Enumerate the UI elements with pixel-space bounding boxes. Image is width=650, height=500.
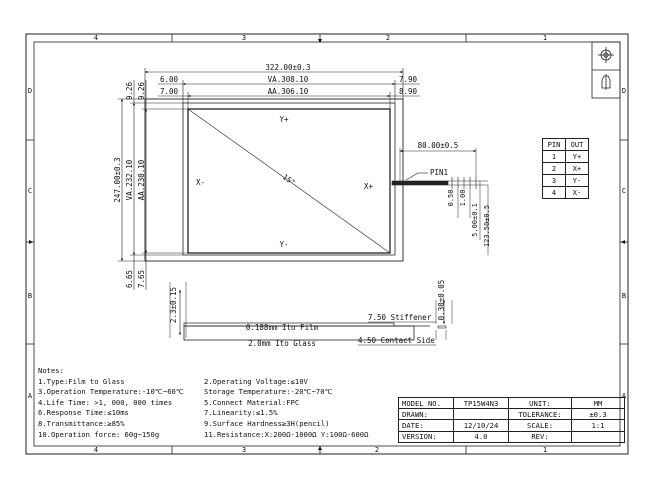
zone-top-2: 2	[385, 34, 391, 42]
label-ito-glass: 2.0mm Ito Glass	[248, 339, 316, 348]
notes-row	[38, 377, 398, 388]
zone-top-1: 1	[542, 34, 548, 42]
tolerance-value: ±0.3	[572, 409, 625, 420]
zone-left-a: A	[27, 392, 33, 400]
dim-tail-100: 1.00	[459, 189, 467, 207]
drawn-label: DRAWN:	[399, 409, 454, 420]
table-row	[543, 187, 589, 199]
zone-left-d: D	[27, 87, 33, 95]
dim-thickness-030: 0.30±0.05	[437, 279, 446, 321]
date-value: 12/10/24	[454, 420, 509, 431]
dim-top-926-a: 9.26	[125, 81, 134, 101]
zone-top-4: 4	[93, 34, 99, 42]
pin-table	[542, 138, 589, 199]
dim-left-700: 7.00	[160, 87, 179, 96]
label-ito-film: 0.188mm Ito Film	[245, 323, 319, 332]
dim-bottom-665: 6.65	[125, 269, 134, 289]
label-x-minus: X-	[196, 178, 206, 187]
dim-tail-500: 5.00±0.1	[471, 203, 479, 237]
center-mark-right	[621, 240, 625, 244]
label-y-minus: Y-	[279, 240, 289, 249]
zone-left-b: B	[27, 292, 33, 300]
out-header: OUT	[566, 139, 589, 151]
version-label: VERSION:	[399, 431, 454, 442]
note-item: 10.Operation force: 60g~150g	[38, 429, 160, 439]
dim-top-926-b: 9.26	[137, 81, 146, 101]
dim-right-890: 8.90	[399, 87, 418, 96]
zone-right-c: C	[621, 187, 627, 195]
dim-va-height: VA.232.10	[125, 159, 134, 201]
zone-right-a: A	[621, 392, 627, 400]
version-value: 4.0	[454, 431, 509, 442]
table-row	[543, 151, 589, 163]
note-item: 5.Connect Material:FPC	[204, 397, 300, 407]
table-row	[399, 420, 625, 431]
touch-panel-outline	[145, 99, 403, 261]
notes-section	[38, 366, 398, 440]
model-value: TP15W4N3	[454, 398, 509, 409]
zone-right-d: D	[621, 87, 627, 95]
dim-tail-050: 0.50	[447, 189, 455, 207]
zone-bottom-1: 1	[542, 446, 548, 454]
dim-thickness-total: 2.3±0.15	[169, 286, 178, 324]
label-stiffener: 7.50 Stiffener	[368, 313, 432, 322]
scale-value: 1:1	[572, 420, 625, 431]
pin-number: 3	[543, 175, 566, 187]
note-item: 2.Operating Voltage:≤10V	[204, 376, 308, 386]
tolerance-label: TOLERANCE:	[509, 409, 572, 420]
zone-top-3: 3	[241, 34, 247, 42]
dim-va-width: VA.308.10	[267, 75, 309, 84]
zone-left-c: C	[27, 187, 33, 195]
table-row	[543, 175, 589, 187]
table-row	[399, 398, 625, 409]
dim-aa-height: AA.230.10	[137, 159, 146, 201]
dim-bottom-765: 7.65	[137, 269, 146, 289]
note-item: 1.Type:Film to Glass	[38, 376, 125, 386]
note-item: 4.Life Time: >1, 000, 000 times	[38, 397, 173, 407]
dim-overall-height: 247.00±0.3	[113, 157, 122, 203]
fpc-tail	[392, 148, 488, 255]
pin-header: PIN	[543, 139, 566, 151]
zone-bottom-4: 4	[93, 446, 99, 454]
unit-value: MM	[572, 398, 625, 409]
dim-aa-width: AA.306.10	[267, 87, 309, 96]
pin-number: 1	[543, 151, 566, 163]
zone-right-b: B	[621, 292, 627, 300]
label-pin1: PIN1	[430, 168, 449, 177]
dim-tail-12350: 123.50±0.5	[483, 204, 491, 248]
note-item: 7.Linearity:≤1.5%	[204, 408, 278, 418]
pin-table-header	[543, 139, 589, 151]
note-item: 8.Transmittance:≥85%	[38, 418, 125, 428]
note-item: 3.Operation Temperature:-10℃~60℃	[38, 387, 184, 397]
table-row	[399, 409, 625, 420]
dim-tail-length: 80.00±0.5	[417, 141, 459, 150]
pin-output: Y+	[566, 151, 589, 163]
notes-row	[38, 398, 398, 409]
label-y-plus: Y+	[279, 115, 289, 124]
center-mark-bottom	[318, 446, 322, 450]
note-item: 11.Resistance:X:200Ω-1000Ω Y:100Ω-600Ω	[204, 429, 369, 439]
label-x-plus: X+	[364, 182, 374, 191]
table-row	[543, 163, 589, 175]
label-contact-side: 4.50 Contact Side	[358, 336, 435, 345]
pin-output: Y-	[566, 175, 589, 187]
note-item: Storage Temperature:-20℃~70℃	[204, 387, 333, 397]
notes-row	[38, 430, 398, 441]
pin-output: X-	[566, 187, 589, 199]
drawn-value	[454, 409, 509, 420]
zone-bottom-3: 3	[241, 446, 247, 454]
title-block	[398, 397, 625, 443]
notes-row	[38, 419, 398, 430]
dim-overall-width: 322.00±0.3	[265, 63, 311, 72]
model-label: MODEL NO.	[399, 398, 454, 409]
rev-label: REV:	[509, 431, 572, 442]
notes-row	[38, 387, 398, 398]
notes-row	[38, 408, 398, 419]
table-row	[399, 431, 625, 442]
date-label: DATE:	[399, 420, 454, 431]
pin-output: X+	[566, 163, 589, 175]
dim-left-600: 6.00	[160, 75, 179, 84]
note-item: 9.Surface Hardness≥3H(pencil)	[204, 418, 330, 428]
note-item: 6.Response Time:≤10ms	[38, 408, 129, 418]
center-mark-left	[29, 240, 33, 244]
projection-symbol	[592, 42, 620, 98]
zone-bottom-2: 2	[374, 446, 380, 454]
scale-label: SCALE:	[509, 420, 572, 431]
label-diagonal-size: 15"	[280, 172, 298, 188]
unit-label: UNIT:	[509, 398, 572, 409]
pin-number: 4	[543, 187, 566, 199]
notes-title: Notes:	[38, 366, 64, 375]
dim-right-790: 7.90	[399, 75, 418, 84]
rev-value	[572, 431, 625, 442]
pin-number: 2	[543, 163, 566, 175]
